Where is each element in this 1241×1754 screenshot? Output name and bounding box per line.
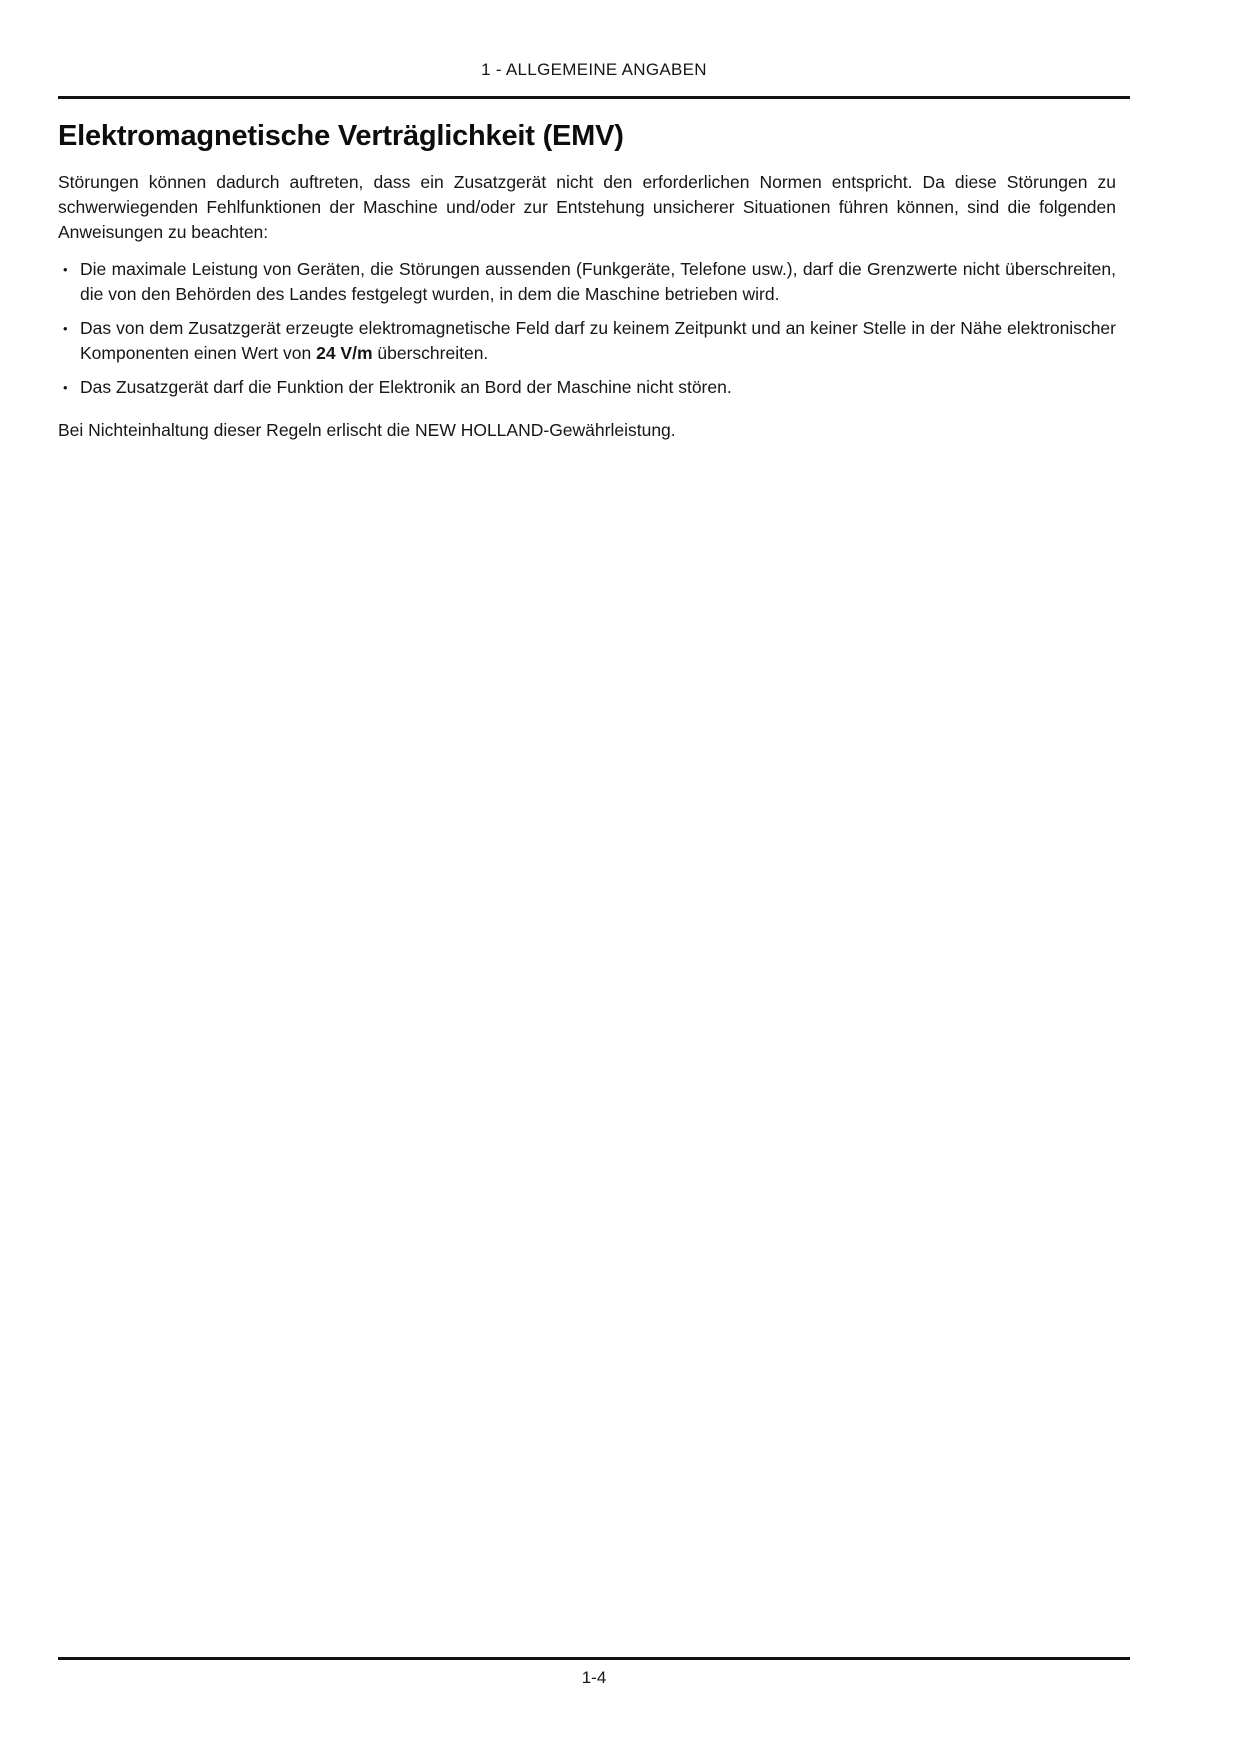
bullet-text	[80, 375, 1116, 400]
bullet-icon: •	[63, 321, 68, 336]
list-item	[58, 257, 1116, 307]
bullet-text	[80, 257, 1116, 307]
page-content	[58, 0, 1130, 443]
list-item	[58, 375, 1116, 400]
page-number: 1-4	[581, 1668, 607, 1687]
page-title: Elektromagnetische Verträglichkeit (EMV)	[58, 120, 624, 152]
bullet-icon: •	[63, 262, 68, 277]
bullet-icon: •	[63, 380, 68, 395]
bullet-list	[58, 257, 1116, 400]
bullet-text	[80, 316, 1116, 366]
bullet-text-pre: Das Zusatzgerät darf die Funktion der Elektronik an Bord der Maschine nicht stören.	[80, 377, 732, 397]
bullet-text-bold: 24 V/m	[316, 343, 373, 363]
list-item	[58, 316, 1116, 366]
intro-paragraph: Störungen können dadurch auftreten, dass ein Zusatzgerät nicht den erforderlichen Normen entspricht. Da diese Störungen zu schwerwiegenden Fehlfunktionen der Maschine und/oder zur Entstehung unsicherer Situationen führen können, sind die folgenden Anweisungen zu beachten:	[58, 172, 1116, 242]
bullet-text-pre: Die maximale Leistung von Geräten, die Störungen aussenden (Funkgeräte, Telefone usw.), darf die Grenzwerte nicht überschreiten, die von den Behörden des Landes festgelegt wurden, in dem die Maschine betrieben wird.	[80, 259, 1116, 304]
chapter-header: 1 - ALLGEMEINE ANGABEN	[481, 60, 707, 79]
footer-rule	[58, 1657, 1130, 1660]
bullet-text-post: überschreiten.	[372, 343, 489, 363]
closing-paragraph: Bei Nichteinhaltung dieser Regeln erlischt die NEW HOLLAND-Gewährleistung.	[58, 420, 676, 440]
page-footer	[58, 1657, 1130, 1688]
header-rule	[58, 96, 1130, 99]
bullet-text-pre: Das von dem Zusatzgerät erzeugte elektromagnetische Feld darf zu keinem Zeitpunkt und an keiner Stelle in der Nähe elektronischer Komponenten einen Wert von	[80, 318, 1116, 363]
